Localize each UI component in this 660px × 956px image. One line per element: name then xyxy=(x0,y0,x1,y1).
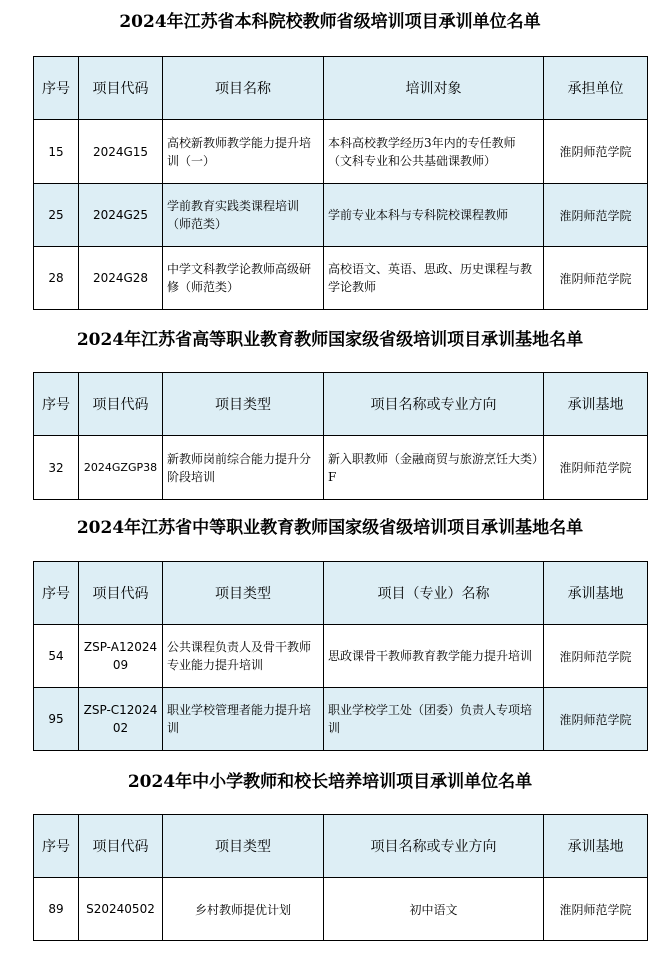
section-4-title: 2024年中小学教师和校长培养培训项目承训单位名单 xyxy=(127,772,533,792)
section-2-table xyxy=(33,372,648,500)
training-target: 本科高校教学经历3年内的专任教师（文科专业和公共基础课教师） xyxy=(324,120,544,184)
project-code: 2024G25 xyxy=(79,184,163,247)
row-number: 89 xyxy=(34,878,79,941)
section-1-table xyxy=(33,56,648,310)
header-cell: 项目代码 xyxy=(79,373,163,436)
section-3-title: 2024年江苏省中等职业教育教师国家级省级培训项目承训基地名单 xyxy=(76,518,584,538)
section-3-table xyxy=(33,561,648,751)
project-direction: 职业学校学工处（团委）负责人专项培训 xyxy=(324,688,544,751)
project-type: 公共课程负责人及骨干教师专业能力提升培训 xyxy=(163,625,324,688)
project-direction: 初中语文 xyxy=(324,878,544,941)
table-row xyxy=(34,184,648,247)
header-cell: 项目类型 xyxy=(163,562,324,625)
table-header-row xyxy=(34,373,648,436)
training-target: 学前专业本科与专科院校课程教师 xyxy=(324,184,544,247)
project-code: 2024G15 xyxy=(79,120,163,184)
training-base: 淮阴师范学院 xyxy=(544,878,648,941)
training-base: 淮阴师范学院 xyxy=(544,625,648,688)
project-code: ZSP-C1202402 xyxy=(79,688,163,751)
header-cell: 项目代码 xyxy=(79,57,163,120)
table-row xyxy=(34,625,648,688)
training-base: 淮阴师范学院 xyxy=(544,436,648,500)
header-cell: 项目代码 xyxy=(79,562,163,625)
header-cell: 承训基地 xyxy=(544,373,648,436)
project-code: S20240502 xyxy=(79,878,163,941)
training-unit: 淮阴师范学院 xyxy=(544,247,648,310)
header-cell: 序号 xyxy=(34,562,79,625)
project-name: 高校新教师教学能力提升培训（一） xyxy=(163,120,324,184)
header-cell: 序号 xyxy=(34,815,79,878)
header-cell: 培训对象 xyxy=(324,57,544,120)
table-header-row xyxy=(34,562,648,625)
project-name: 学前教育实践类课程培训（师范类） xyxy=(163,184,324,247)
header-cell: 序号 xyxy=(34,373,79,436)
project-type: 乡村教师提优计划 xyxy=(163,878,324,941)
table-header-row xyxy=(34,57,648,120)
project-code: 2024GZGP38 xyxy=(79,436,163,500)
header-cell: 承担单位 xyxy=(544,57,648,120)
row-number: 32 xyxy=(34,436,79,500)
row-number: 28 xyxy=(34,247,79,310)
training-unit: 淮阴师范学院 xyxy=(544,120,648,184)
row-number: 15 xyxy=(34,120,79,184)
project-type: 新教师岗前综合能力提升分阶段培训 xyxy=(163,436,324,500)
table-row xyxy=(34,247,648,310)
header-cell: 项目类型 xyxy=(163,373,324,436)
table-row xyxy=(34,436,648,500)
section-2-title: 2024年江苏省高等职业教育教师国家级省级培训项目承训基地名单 xyxy=(76,330,584,350)
header-cell: 项目名称或专业方向 xyxy=(324,373,544,436)
row-number: 54 xyxy=(34,625,79,688)
project-direction: 新入职教师（金融商贸与旅游烹饪大类）F xyxy=(324,436,544,500)
project-direction: 思政课骨干教师教育教学能力提升培训 xyxy=(324,625,544,688)
row-number: 95 xyxy=(34,688,79,751)
training-base: 淮阴师范学院 xyxy=(544,688,648,751)
project-code: ZSP-A1202409 xyxy=(79,625,163,688)
section-4-table xyxy=(33,814,648,941)
header-cell: 项目（专业）名称 xyxy=(324,562,544,625)
project-name: 中学文科教学论教师高级研修（师范类） xyxy=(163,247,324,310)
section-1-title: 2024年江苏省本科院校教师省级培训项目承训单位名单 xyxy=(119,12,541,32)
header-cell: 项目名称或专业方向 xyxy=(324,815,544,878)
project-code: 2024G28 xyxy=(79,247,163,310)
table-header-row xyxy=(34,815,648,878)
header-cell: 项目代码 xyxy=(79,815,163,878)
table-row xyxy=(34,878,648,941)
table-row xyxy=(34,120,648,184)
header-cell: 序号 xyxy=(34,57,79,120)
training-unit: 淮阴师范学院 xyxy=(544,184,648,247)
table-row xyxy=(34,688,648,751)
header-cell: 承训基地 xyxy=(544,815,648,878)
row-number: 25 xyxy=(34,184,79,247)
project-type: 职业学校管理者能力提升培训 xyxy=(163,688,324,751)
header-cell: 项目名称 xyxy=(163,57,324,120)
header-cell: 承训基地 xyxy=(544,562,648,625)
training-target: 高校语文、英语、思政、历史课程与教学论教师 xyxy=(324,247,544,310)
header-cell: 项目类型 xyxy=(163,815,324,878)
